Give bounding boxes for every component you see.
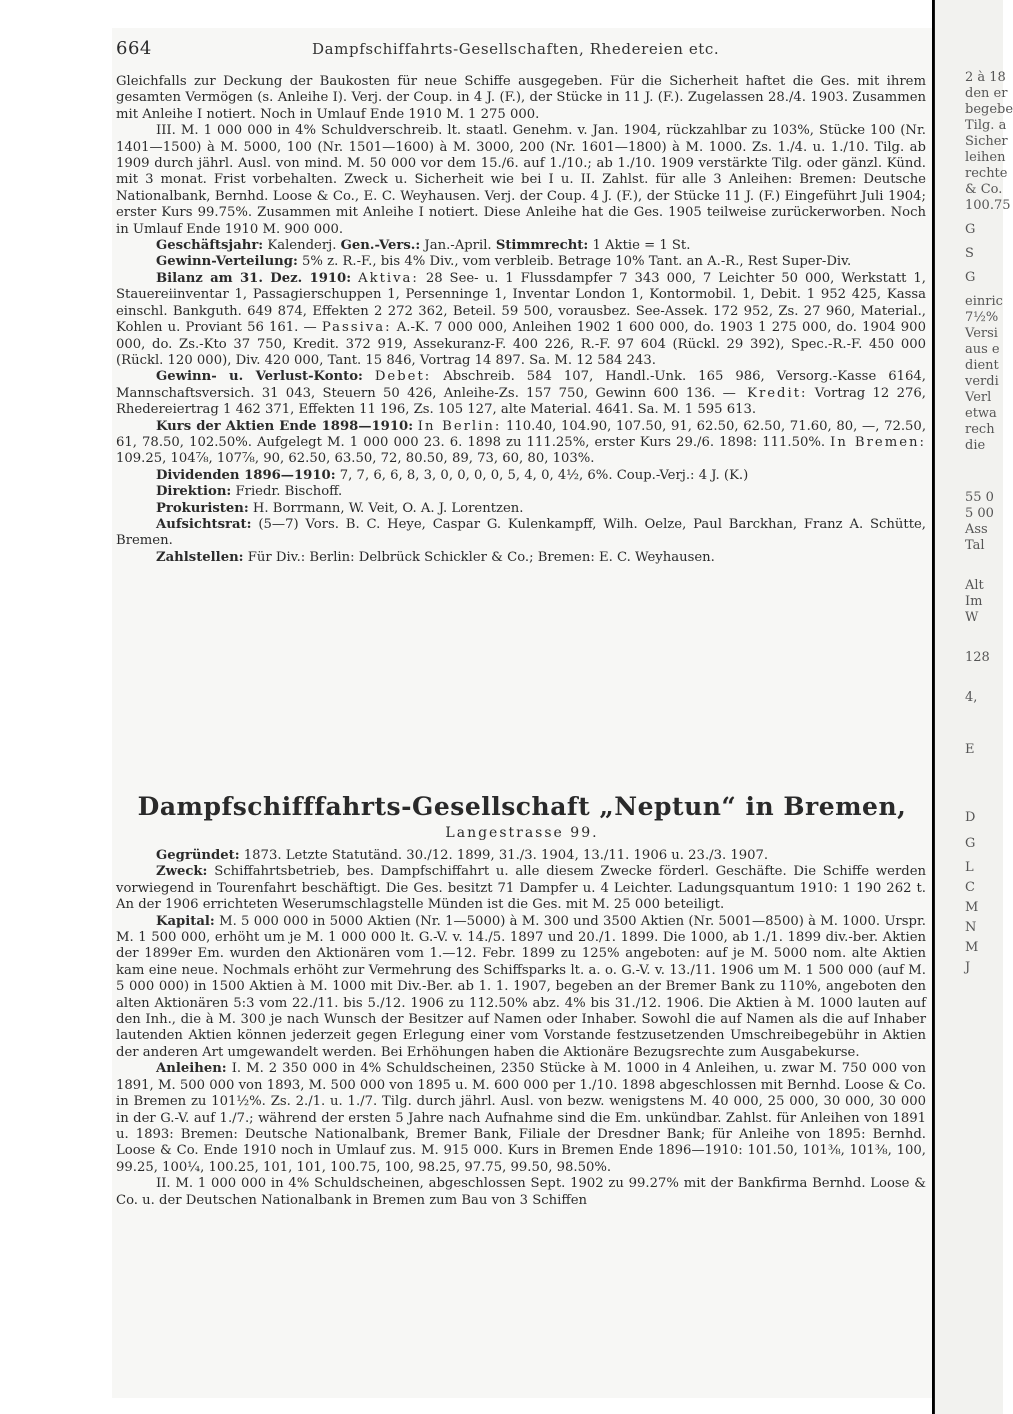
- kurs-bremen-label: In Bremen:: [830, 434, 926, 450]
- adjacent-page-fragment: Sicher: [965, 134, 1008, 149]
- anleihe-paragraph: Gleichfalls zur Deckung der Baukosten für neue Schiffe ausgegeben. Für die Sicherheit haftet die Ges. mit ihrem gesamten Vermögen (s. Anleihe I). Verj. der Coup. in 4 J. (F.), der Stücke in 11 J. (F.). Zugelassen 28./4. 1903. Zusammen mit Anleihe I notiert. Noch in Umlauf Ende 1910 M. 1 275 000.: [116, 74, 926, 122]
- adjacent-page-fragment: W: [965, 610, 979, 625]
- bilanz-paragraph: [116, 271, 926, 369]
- kurs-paragraph: [116, 419, 926, 468]
- adjacent-page-fragment: einric: [965, 294, 1003, 309]
- field-value: I. M. 2 350 000 in 4% Schuldscheinen, 2350 Stücke à M. 1000 in 4 Anleihen, u. zwar M. 750 000 von 1891, M. 500 000 von 1893, M. 500 000 von 1895 u. M. 600 000 per 1./10. 1898 abgeschlossen mit Bernhd. Loose & Co. in Bremen zu 101½%. Zs. 2./1. u. 1./7. Tilg. durch jährl. Ausl. von bezw. wenigstens M. 40 000, 25 000, 30 000, 30 000 in der G.-V. auf 1./7.; während der ersten 5 Jahre nach Aufnahme sind die Em. unkündbar. Zahlst. für Anleihen von 1891 u. 1893: Bremen: Deutsche Nationalbank, Bremer Bank, Filiale der Dresdner Bank; für Anleihe von 1895: Bernhd. Loose & Co. Ende 1910 noch in Umlauf zus. M. 915 000. Kurs in Bremen Ende 1896—1910: 101.50, 101⅜, 101⅜, 100, 99.25, 100¼, 100.25, 101, 101, 100.75, 100, 98.25, 97.75, 99.50, 98.50%.: [116, 1061, 926, 1175]
- gegruendet-line: [116, 848, 926, 864]
- field-value: Friedr. Bischoff.: [235, 484, 343, 500]
- entry-neptun: [116, 848, 926, 1209]
- debet-text: Abschreib. 584 107, Handl.-Unk. 165 986, Versorg.-Kasse 6164, Mannschaftsversich. 31 043, Steuern 50 426, Anleihe-Zs. 157 750, Gewinn 600 136.: [116, 369, 926, 401]
- field-label: Gegründet:: [156, 848, 240, 863]
- field-label: Stimmrecht:: [495, 238, 589, 254]
- adjacent-page-fragment: D: [965, 810, 976, 825]
- adjacent-page-fragment: 100.75: [965, 198, 1011, 213]
- field-label: Kapital:: [156, 913, 215, 929]
- field-label: Dividenden 1896—1910:: [156, 467, 336, 483]
- adjacent-page-edge: [932, 0, 1013, 1414]
- field-value: Jan.-April.: [424, 238, 492, 254]
- field-value: 5% z. R.-F., bis 4% Div., vom verbleib. Betrage 10% Tant. an A.-R., Rest Super-Div.: [302, 254, 852, 270]
- adjacent-page-fragment: 5 00: [965, 506, 994, 521]
- passiva-text: A.-K. 7 000 000, Anleihen 1902 1 600 000, do. 1903 1 275 000, do. 1904 900 000, do. Zs.-Kto 37 750, Kredit. 372 919, Assekuranz-F. 400 226, R.-F. 97 604 (Rückl. 29 392), Spec.-R.-F. 450 000 (Rückl. 120 000), Div. 420 000, Tant. 15 846, Vortrag 14 897. Sa. M. 12 584 243.: [116, 320, 926, 368]
- adjacent-page-fragment: die: [965, 438, 986, 453]
- field-label: Zahlstellen:: [156, 549, 244, 565]
- field-label: Bilanz am 31. Dez. 1910:: [156, 270, 352, 286]
- adjacent-page-fragment: 7½%: [965, 310, 999, 325]
- adjacent-page-fragment: N: [965, 920, 977, 935]
- field-label: Zweck:: [156, 864, 208, 880]
- kredit-label: — Kredit:: [722, 385, 808, 401]
- adjacent-page-fragment: Alt: [965, 578, 984, 593]
- geschaeftsjahr-line: [116, 238, 926, 254]
- field-value: Schiffahrtsbetrieb, bes. Dampfschiffahrt u. alle diesem Zwecke förderl. Geschäfte. Die Schiffe werden vorwiegend in Tourenfahrt beschäftigt. Die Ges. besitzt 71 Dampfer u. 4 Leichter. Ladungsquantum 1910: 1 190 262 t. An der 1906 errichteten Weserumschlagstelle Münden ist die Ges. mit M. 25 000 beteiligt.: [116, 864, 926, 913]
- company-title: Dampfschifffahrts-Gesellschaft „Neptun“ in Bremen,: [137, 792, 907, 821]
- field-label: Aufsichtsrat:: [156, 516, 252, 532]
- adjacent-page-fragment: 128: [965, 650, 990, 665]
- adjacent-page-fragment: 2 à 18: [965, 70, 1006, 85]
- aktiva-text: 28 See- u. 1 Flussdampfer 7 343 000, 7 Leichter 50 000, Werkstatt 1, Stauereiinventar 1, Passagierschuppen 1, Persenninge 1, Inventar London 1, Kontormobil. 1, Debit. 1 952 425, Kassa einschl. Bankguth. 649 874, Effekten 2 272 362, Beteil. 59 500, vorausbez. See-Assek. 172 952, Zs. 27 960, Material., Kohlen u. Proviant 56 161. —: [116, 270, 926, 336]
- kredit-text: Vortrag 12 276, Rhedereiertrag 1 462 371, Effekten 11 196, Zs. 105 127, alte Material. 4641. Sa. M. 1 595 613.: [116, 385, 926, 418]
- direktion-line: [116, 484, 926, 500]
- aktiva-label: Aktiva:: [358, 270, 419, 286]
- page-number: 664: [116, 38, 152, 59]
- field-label: Gewinn- u. Verlust-Konto:: [156, 369, 363, 385]
- adjacent-page-fragment: E: [965, 742, 975, 757]
- kurs-bremen-text: 109.25, 104⅞, 107⅞, 90, 62.50, 63.50, 72, 80.50, 89, 73, 60, 80, 103%.: [116, 451, 595, 467]
- adjacent-page-fragment: M: [965, 900, 979, 915]
- field-value: 7, 7, 6, 6, 8, 3, 0, 0, 0, 0, 5, 4, 0, 4½, 6%. Coup.-Verj.: 4 J. (K.): [339, 467, 749, 483]
- adjacent-page-fragment: leihen: [965, 150, 1006, 165]
- company-address: Langestrasse 99.: [445, 825, 599, 841]
- gewinn-verlust-paragraph: [116, 369, 926, 418]
- adjacent-page-fragment: J: [965, 960, 971, 975]
- field-label: Geschäftsjahr:: [156, 238, 264, 254]
- adjacent-page-fragment: S: [965, 246, 974, 261]
- adjacent-page-fragment: 55 0: [965, 490, 994, 505]
- adjacent-page-fragment: M: [965, 940, 979, 955]
- field-value: (5—7) Vors. B. C. Heye, Caspar G. Kulenkampff, Wilh. Oelze, Paul Barckhan, Franz A. Schütte, Bremen.: [116, 516, 926, 549]
- kurs-berlin-text: 110.40, 104.90, 107.50, 91, 62.50, 62.50, 71.60, 80, —, 72.50, 61, 78.50, 102.50%. Aufgelegt M. 1 000 000 23. 6. 1898 zu 111.25%, erster Kurs 29./6. 1898: 111.50%.: [116, 418, 927, 450]
- adjacent-page-fragment: Tilg. a: [965, 118, 1007, 133]
- entry-previous-company: [116, 74, 926, 566]
- zahlstellen-line: [116, 550, 926, 566]
- field-label: Gen.-Vers.:: [340, 238, 421, 254]
- adjacent-page-fragment: dient: [965, 358, 999, 373]
- debet-label: Debet:: [374, 369, 432, 385]
- adjacent-page-fragment: G: [965, 270, 976, 285]
- adjacent-page-fragment: Ass: [965, 522, 988, 537]
- field-value: Für Div.: Berlin: Delbrück Schickler & Co.; Bremen: E. C. Weyhausen.: [247, 549, 715, 565]
- adjacent-page-fragment: G: [965, 836, 976, 851]
- anleihe-ii-paragraph: II. M. 1 000 000 in 4% Schuldscheinen, abgeschlossen Sept. 1902 zu 99.27% mit der Bankfirma Bernhd. Loose & Co. u. der Deutschen Nationalbank in Bremen zum Bau von 3 Schiffen: [116, 1176, 926, 1208]
- field-label: Prokuristen:: [156, 500, 249, 516]
- adjacent-page-fragment: begebe: [965, 102, 1013, 117]
- adjacent-page-fragment: rechte: [965, 166, 1008, 181]
- adjacent-page-fragment: etwa: [965, 406, 997, 421]
- adjacent-page-fragment: den er: [965, 86, 1008, 101]
- zweck-paragraph: [116, 864, 926, 913]
- dividenden-line: [116, 468, 926, 484]
- page-fold-line: [932, 0, 934, 1414]
- adjacent-page-fragment: G: [965, 222, 976, 237]
- passiva-label: Passiva:: [321, 320, 392, 336]
- field-label: Anleihen:: [156, 1061, 227, 1077]
- running-head: Dampfschiffahrts-Gesellschaften, Rhedereien etc.: [312, 40, 720, 58]
- field-value: 1 Aktie = 1 St.: [592, 238, 691, 254]
- adjacent-page-fragment: L: [965, 860, 974, 875]
- kurs-berlin-label: In Berlin:: [417, 418, 502, 434]
- field-value: H. Borrmann, W. Veit, O. A. J. Lorentzen.: [252, 500, 524, 516]
- field-label: Direktion:: [156, 484, 232, 500]
- adjacent-page-fragment: Versi: [965, 326, 998, 341]
- adjacent-page-fragment: 4,: [965, 690, 978, 705]
- adjacent-page-fragment: aus e: [965, 342, 1000, 357]
- field-label: Gewinn-Verteilung:: [156, 254, 298, 270]
- document-page: [112, 28, 932, 1398]
- adjacent-page-fragment: Im: [965, 594, 983, 609]
- prokuristen-line: [116, 501, 926, 517]
- aufsichtsrat-line: [116, 517, 926, 550]
- adjacent-page-fragment: rech: [965, 422, 995, 437]
- field-value: Kalenderj.: [267, 238, 337, 254]
- adjacent-page-fragment: Tal: [965, 538, 985, 553]
- adjacent-page-fragment: Verl: [965, 390, 992, 405]
- field-value: M. 5 000 000 in 5000 Aktien (Nr. 1—5000) à M. 300 und 3500 Aktien (Nr. 5001—8500) à M. 1000. Urspr. M. 1 500 000, erhöht um je M. 1 000 000 lt. G.-V. v. 14./5. 1897 und 20./1. 1899. Die 1000, ab 1./1. 1899 div.-ber. Aktien der 1899er Em. wurden den Aktionären vom 1.—12. Febr. 1899 zu 125% angeboten: auf je M. 5000 nom. alte Aktien kam eine neue. Nochmals erhöht zur Vermehrung des Schiffsparks lt. a. o. G.-V. v. 13./11. 1906 um M. 1 500 000 (auf M. 5 000 000) in 1500 Aktien à M. 1000 mit Div.-Ber. ab 1. 1. 1907, begeben an der Bremer Bank zu 110%, angeboten den alten Aktionären 5:3 vom 22./11. bis 5./12. 1906 zu 112.50% abz. 4% bis 31./12. 1906. Die Aktien à M. 1000 lauten auf den Inh., die à M. 300 je nach Wunsch der Besitzer auf Namen oder Inhaber. Sowohl die auf Namen als die auf Inhaber lautenden Aktien können jederzeit gegen Erlegung einer vom Vorstande festzusetzenden Umschreibegebühr in Aktien der anderen Art umgewandelt werden. Bei Erhöhungen haben die Aktionäre Bezugsrechte zum Ausgabekurse.: [116, 913, 926, 1060]
- anleihe-iii-paragraph: III. M. 1 000 000 in 4% Schuldverschreib. lt. staatl. Genehm. v. Jan. 1904, rückzahlbar zu 103%, Stücke 100 (Nr. 1401—1500) à M. 5000, 100 (Nr. 1501—1600) à M. 3000, 200 (Nr. 1601—1800) à M. 1000. Zs. 1./4. u. 1./10. Tilg. ab 1909 durch jährl. Ausl. von mind. M. 50 000 vor dem 15./6. auf 1./10.; ab 1./10. 1909 verstärkte Tilg. oder gänzl. Künd. mit 3 monat. Frist vorbehalten. Zweck u. Sicherheit wie bei I u. II. Zahlst. für alle 3 Anleihen: Bremen: Deutsche Nationalbank, Bernhd. Loose & Co., E. C. Weyhausen. Verj. der Coup. 4 J. (F.), der Stücke 11 J. (F.) Eingeführt Juli 1904; erster Kurs 99.75%. Zusammen mit Anleihe I notiert. Diese Anleihe hat die Ges. 1905 teilweise zurückerworben. Noch in Umlauf Ende 1910 M. 900 000.: [116, 123, 926, 237]
- adjacent-page-fragment: verdi: [965, 374, 999, 389]
- adjacent-page-fragment: & Co.: [965, 182, 1003, 197]
- gewinn-verteilung-line: [116, 254, 926, 270]
- field-label: Kurs der Aktien Ende 1898—1910:: [156, 418, 414, 434]
- anleihen-paragraph: [116, 1061, 926, 1176]
- field-value: 1873. Letzte Statutänd. 30./12. 1899, 31./3. 1904, 13./11. 1906 u. 23./3. 1907.: [243, 848, 769, 863]
- kapital-paragraph: [116, 914, 926, 1062]
- page-header: [112, 28, 932, 68]
- adjacent-page-fragment: C: [965, 880, 975, 895]
